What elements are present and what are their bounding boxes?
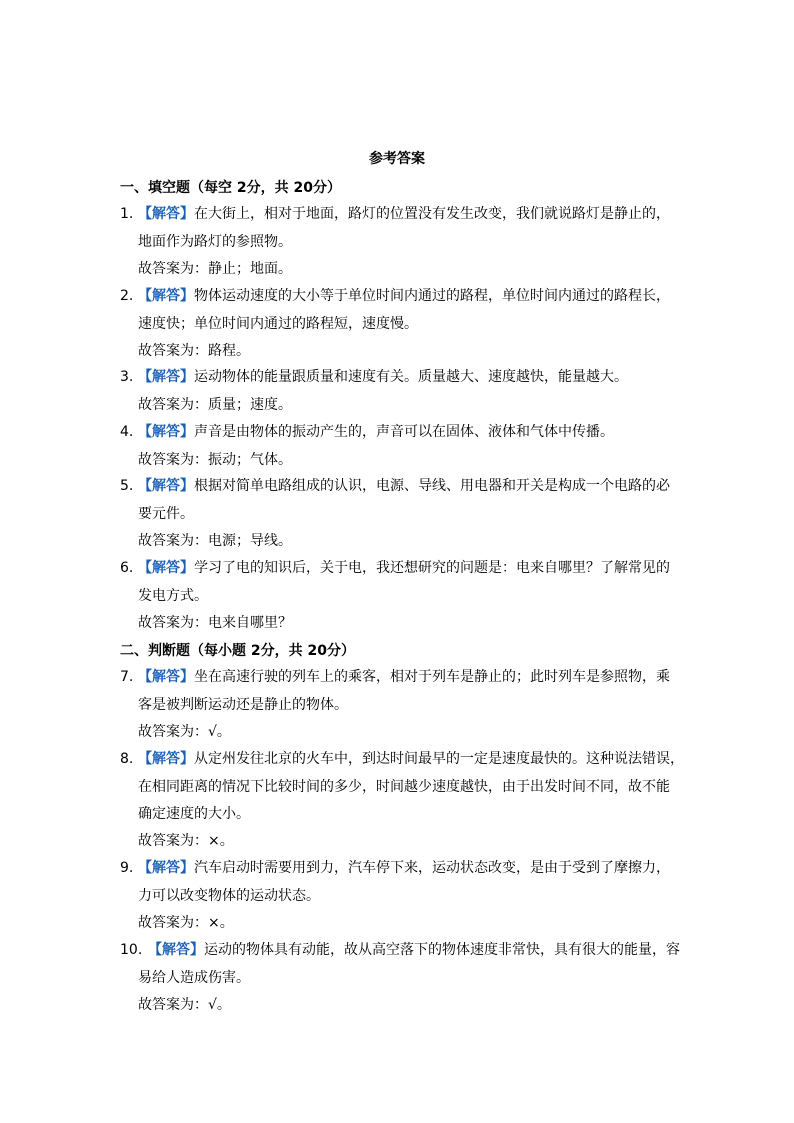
item-number: 6. — [120, 560, 134, 576]
answer-text: 易给人造成伤害。 — [138, 969, 250, 986]
answer-text: 运动物体的能量跟质量和速度有关。质量越大、速度越快，能量越大。 — [194, 369, 628, 385]
answer-tag: 【解答】 — [138, 669, 194, 685]
answer-item-2 — [120, 283, 680, 338]
section-heading-true-false: 二、判断题（每小题 2分，共 20分） — [120, 643, 355, 659]
answer-text: 力可以改变物体的运动状态。 — [138, 887, 320, 904]
answer-item-3 — [120, 364, 680, 392]
answer-text: 根据对简单电路组成的认识，电源、导线、用电器和开关是构成一个电路的必 — [194, 478, 670, 494]
item-number: 4. — [120, 424, 134, 440]
answer-text: 发电方式。 — [138, 587, 208, 604]
answer-result-10: 故答案为：√。 — [138, 997, 231, 1013]
answer-result-9: 故答案为：×。 — [138, 915, 234, 931]
answer-text: 在相同距离的情况下比较时间的多少，时间越少速度越快，由于出发时间不同，故不能 — [138, 778, 670, 795]
answer-result-4: 故答案为：振动；气体。 — [138, 452, 292, 468]
item-number: 8. — [120, 751, 134, 767]
answer-item-8 — [120, 746, 684, 829]
answer-text: 学习了电的知识后，关于电，我还想研究的问题是：电来自哪里？了解常见的 — [194, 560, 670, 576]
answer-item-7 — [120, 664, 680, 719]
page-title: 参考答案 — [369, 151, 425, 167]
answer-text: 运动的物体具有动能，故从高空落下的物体速度非常快，具有很大的能量，容 — [204, 942, 680, 958]
item-number: 5. — [120, 478, 134, 494]
answer-item-5 — [120, 473, 680, 528]
section-heading-fill-blank: 一、填空题（每空 2分，共 20分） — [120, 180, 341, 196]
answer-item-4 — [120, 419, 680, 447]
answer-item-10 — [120, 937, 680, 992]
answer-tag: 【解答】 — [148, 942, 204, 958]
answer-text: 声音是由物体的振动产生的，声音可以在固体、液体和气体中传播。 — [194, 424, 614, 440]
item-number: 1. — [120, 206, 134, 222]
answer-result-7: 故答案为：√。 — [138, 724, 231, 740]
answer-text: 在大街上，相对于地面，路灯的位置没有发生改变，我们就说路灯是静止的， — [194, 206, 670, 222]
answer-result-5: 故答案为：电源；导线。 — [138, 533, 292, 549]
answer-result-1: 故答案为：静止；地面。 — [138, 261, 292, 277]
answer-tag: 【解答】 — [138, 206, 194, 222]
item-number: 7. — [120, 669, 134, 685]
answer-text: 坐在高速行驶的列车上的乘客，相对于列车是静止的；此时列车是参照物，乘 — [194, 669, 670, 685]
answer-result-3: 故答案为：质量；速度。 — [138, 397, 292, 413]
answer-tag: 【解答】 — [138, 369, 194, 385]
answer-text: 客是被判断运动还是静止的物体。 — [138, 696, 348, 713]
item-number: 9. — [120, 860, 134, 876]
answer-text: 从定州发往北京的火车中，到达时间最早的一定是速度最快的。这种说法错误， — [194, 751, 684, 767]
answer-result-2: 故答案为：路程。 — [138, 343, 250, 359]
answer-result-8: 故答案为：×。 — [138, 833, 234, 849]
item-number: 3. — [120, 369, 134, 385]
answer-text: 汽车启动时需要用到力，汽车停下来，运动状态改变，是由于受到了摩擦力， — [194, 860, 670, 876]
answer-text: 地面作为路灯的参照物。 — [138, 233, 292, 250]
item-number: 10. — [120, 942, 143, 958]
answer-text: 物体运动速度的大小等于单位时间内通过的路程，单位时间内通过的路程长， — [194, 288, 670, 304]
answer-text: 确定速度的大小。 — [138, 806, 250, 822]
answer-result-6: 故答案为：电来自哪里？ — [138, 615, 292, 631]
answer-tag: 【解答】 — [138, 560, 194, 576]
answer-tag: 【解答】 — [138, 424, 194, 440]
answer-text: 要元件。 — [138, 505, 194, 522]
answer-text: 速度快；单位时间内通过的路程短，速度慢。 — [138, 315, 418, 332]
answer-item-6 — [120, 555, 680, 610]
answer-tag: 【解答】 — [138, 288, 194, 304]
answer-item-9 — [120, 855, 680, 910]
answer-tag: 【解答】 — [138, 478, 194, 494]
answer-tag: 【解答】 — [138, 751, 194, 767]
answer-item-1 — [120, 201, 680, 256]
answer-tag: 【解答】 — [138, 860, 194, 876]
item-number: 2. — [120, 288, 134, 304]
